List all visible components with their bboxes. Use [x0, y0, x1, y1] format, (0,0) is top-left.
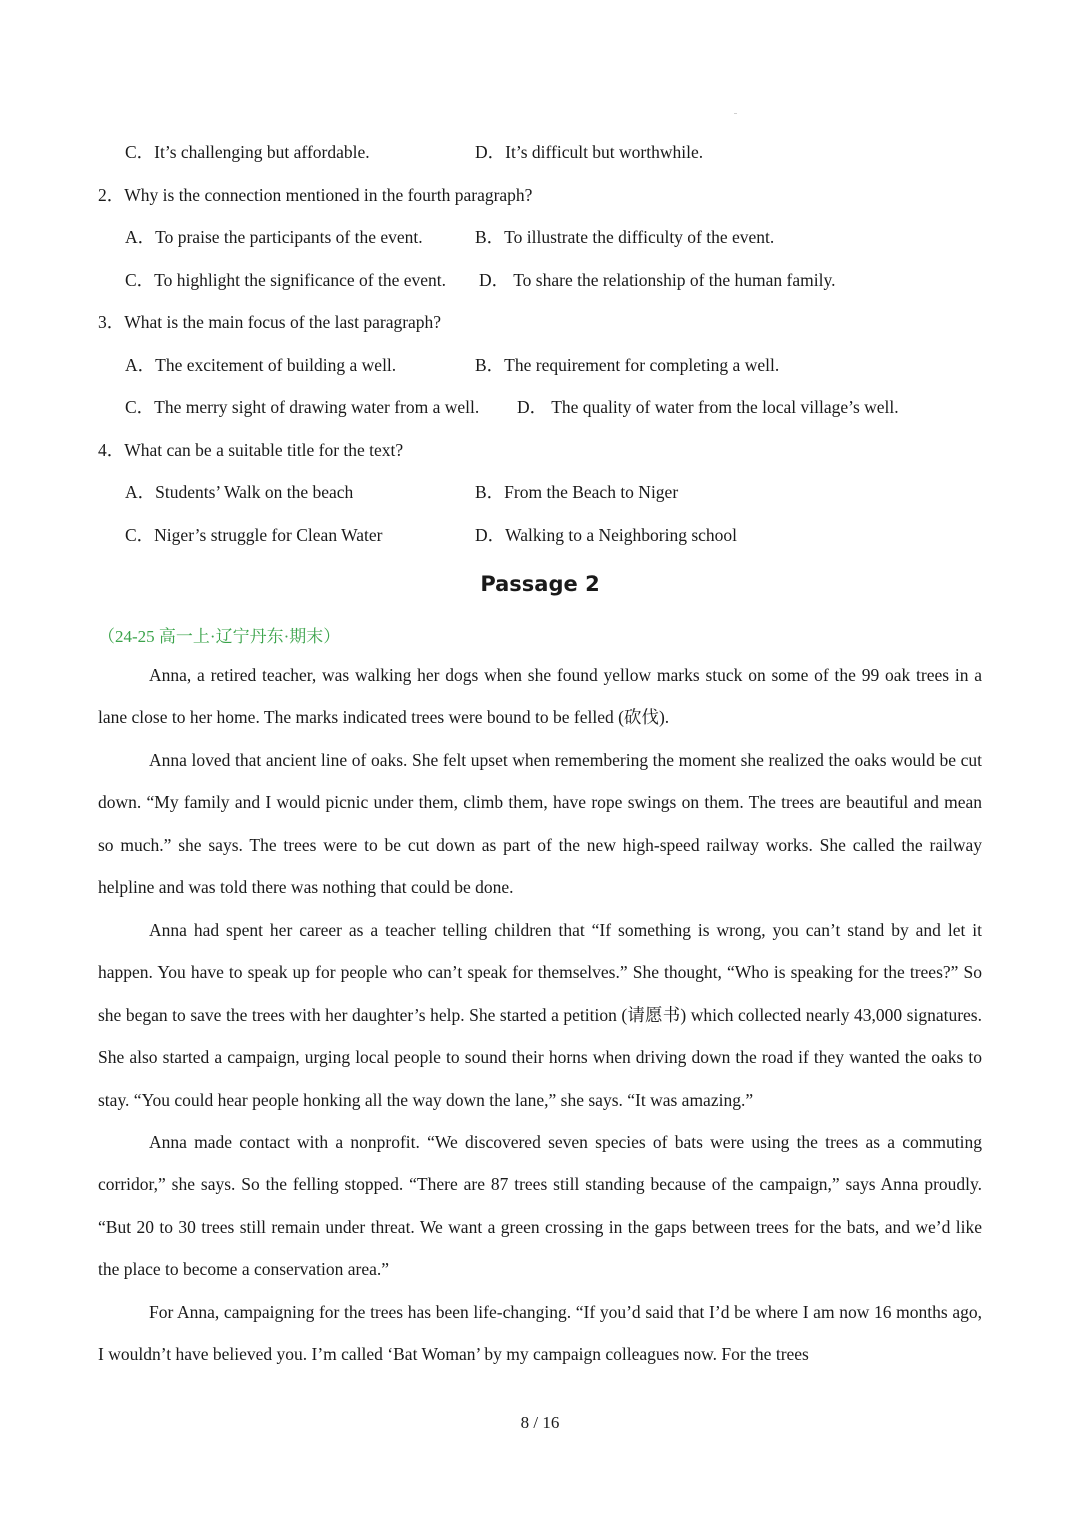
- q2-option-b: B．To illustrate the difficulty of the event.: [475, 227, 775, 247]
- q4-option-d: D．Walking to a Neighboring school: [475, 525, 738, 545]
- q3-option-b: B．The requirement for completing a well.: [475, 355, 780, 375]
- q4-stem: 4．What can be a suitable title for the text?: [98, 440, 404, 460]
- passage-paragraph-3: Anna had spent her career as a teacher telling children that “If something is wrong, you can’t stand by and let it happen. You have to speak up for people who can’t speak for themselves.” She thought, “Who is speaking for the trees?” So she began to save the trees with her daughter’s help. She started a petition (请愿书) which collected nearly 43,000 signatures. She also started a campaign, urging local people to sound their horns when driving down the road if they wanted the oaks to stay. “You could hear people honking all the way down the lane,” she says. “It was amazing.”: [98, 920, 982, 1110]
- passage-paragraph-4: Anna made contact with a nonprofit. “We discovered seven species of bats were using the trees as a commuting corridor,” she says. So the felling stopped. “There are 87 trees still standing because of the campaign,” says Anna proudly. “But 20 to 30 trees still remain under threat. We want a green crossing in the gaps between trees for the bats, and we’d like the place to become a conservation area.”: [98, 1132, 982, 1280]
- q3-option-d: D． The quality of water from the local village’s well.: [517, 397, 899, 417]
- passage-paragraph-2: Anna loved that ancient line of oaks. She felt upset when remembering the moment she realized the oaks would be cut down. “My family and I would picnic under them, climb them, have rope swings on them. The trees are beautiful and mean so much.” she says. The trees were to be cut down as part of the new high-speed railway works. She called the railway helpline and was told there was nothing that could be done.: [98, 750, 982, 898]
- scan-speck: [734, 113, 737, 114]
- page-number: 8 / 16: [520, 1413, 560, 1432]
- q3-stem: 3．What is the main focus of the last paragraph?: [98, 312, 442, 332]
- q2-stem: 2．Why is the connection mentioned in the fourth paragraph?: [98, 185, 533, 205]
- q2-option-a: A．To praise the participants of the event.: [125, 227, 423, 247]
- q4-option-a: A．Students’ Walk on the beach: [125, 482, 354, 502]
- q2-option-d: D． To share the relationship of the human family.: [479, 270, 836, 290]
- q3-option-a: A．The excitement of building a well.: [125, 355, 397, 375]
- q4-option-b: B．From the Beach to Niger: [475, 482, 679, 502]
- q3-option-c: C．The merry sight of drawing water from a well.: [125, 397, 480, 417]
- q1-option-d: D．It’s difficult but worthwhile.: [475, 142, 704, 162]
- q2-option-c: C．To highlight the significance of the event.: [125, 270, 446, 290]
- passage-paragraph-5: For Anna, campaigning for the trees has been life-changing. “If you’d said that I’d be where I am now 16 months ago, I wouldn’t have believed you. I’m called ‘Bat Woman’ by my campaign colleagues now. For the trees: [98, 1302, 982, 1365]
- q1-option-c: C．It’s challenging but affordable.: [125, 142, 370, 162]
- passage-paragraph-1: Anna, a retired teacher, was walking her dogs when she found yellow marks stuck on some of the 99 oak trees in a lane close to her home. The marks indicated trees were bound to be felled (砍伐).: [98, 665, 982, 728]
- q4-option-c: C．Niger’s struggle for Clean Water: [125, 525, 383, 545]
- passage-source: （24-25 高一上·辽宁丹东·期末）: [98, 627, 341, 646]
- passage-title: Passage 2: [480, 572, 600, 596]
